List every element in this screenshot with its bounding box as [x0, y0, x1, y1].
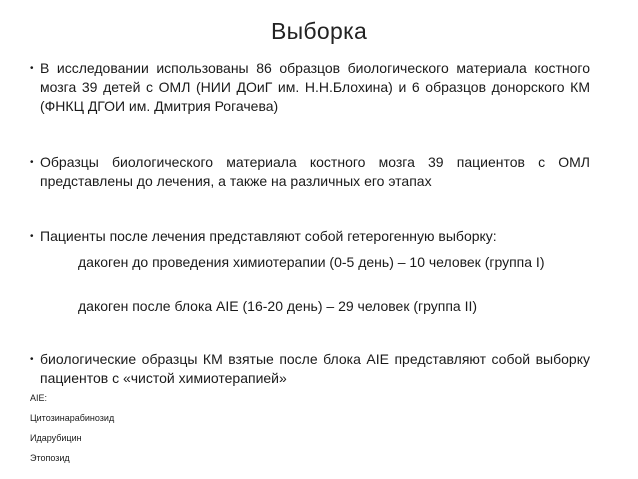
note-drug-2: Идарубицин — [30, 433, 82, 443]
bullet-text: биологические образцы КМ взятые после блока AIE представляют собой выборку пациентов с «чистой химиотерапией» — [40, 351, 590, 386]
bullet-dot-icon: • — [30, 354, 34, 365]
bullet-text: В исследовании использованы 86 образцов биологического материала костного мозга 39 детей с ОМЛ (НИИ ДОиГ им. Н.Н.Блохина) и 6 образцов донорского КМ (ФНКЦ ДГОИ им. Дмитрия Рогачева) — [40, 60, 590, 114]
bullet-dot-icon: • — [30, 63, 34, 74]
slide-title: Выборка — [270, 18, 368, 44]
subitem-group-1: дакоген до проведения химиотерапии (0-5 день) – 10 человек (группа I) — [78, 254, 545, 270]
bullet-item-3 — [30, 227, 590, 246]
note-drug-3: Этопозид — [30, 453, 70, 463]
bullet-item-1 — [30, 59, 590, 116]
note-aie-label: AIE: — [30, 393, 48, 403]
bullet-dot-icon: • — [30, 157, 34, 168]
subitem-group-2: дакоген после блока AIE (16-20 день) – 29 человек (группа II) — [78, 298, 478, 314]
note-drug-1: Цитозинарабинозид — [30, 413, 115, 423]
bullet-dot-icon: • — [30, 231, 34, 242]
bullet-text: Пациенты после лечения представляют собой гетерогенную выборку: — [40, 228, 497, 244]
bullet-text: Образцы биологического материала костного мозга 39 пациентов с ОМЛ представлены до лечения, а также на различных его этапах — [40, 154, 590, 189]
bullet-item-4 — [30, 350, 590, 388]
bullet-item-2 — [30, 153, 590, 191]
